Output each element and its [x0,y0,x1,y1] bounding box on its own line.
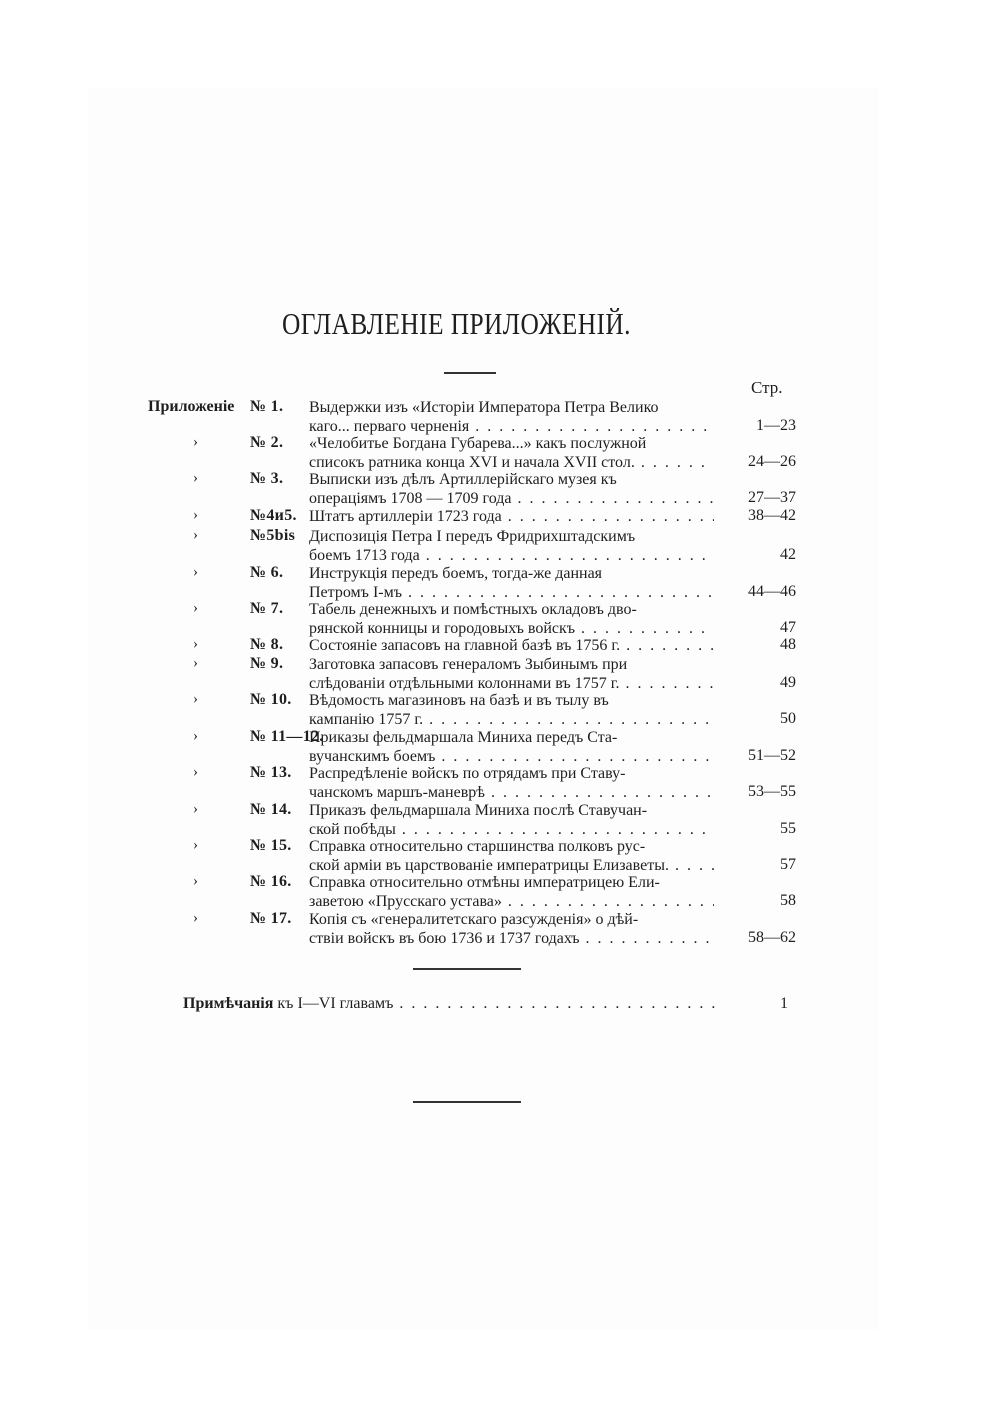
entry-title-line1: Штатъ артиллеріи 1723 года . . . [309,507,714,526]
entry-pages: 55 [780,820,796,837]
ditto-mark: › [193,470,198,486]
entry-number: № 14. [250,801,292,818]
entry-number: № 17. [250,910,292,927]
entry-title-line1: Заготовка запасовъ генераломъ Зыбинымъ при [309,656,628,673]
entry-number: № 3. [250,470,284,487]
entry-title-line2: заветою «Прусскаго устава» . . . [309,892,714,911]
entry-title-line2: списокъ ратника конца XVI и начала XVII стол. . . . [309,453,714,472]
entry-pages: 57 [780,856,796,873]
entry-title-line1: Распредѣленіе войскъ по отрядамъ при Ставу- [309,765,626,782]
entry-pages: 27—37 [748,489,796,506]
ditto-mark: › [193,801,198,817]
ditto-mark: › [193,764,198,780]
entry-title-line1: Справка относительно отмѣны императрицею Ели- [309,874,660,891]
notes-text: къ I—VI главамъ . . . [277,995,718,1012]
notes-pages: 1 [780,995,788,1012]
ditto-mark: › [193,507,198,523]
entry-pages: 49 [780,674,796,691]
entry-title-line1: Справка относительно старшинства полковъ рус- [309,838,646,855]
entry-pages: 38—42 [748,507,796,524]
ditto-mark: › [193,655,198,671]
entry-number: № 13. [250,764,292,781]
entry-number: № 1. [250,398,284,415]
entry-pages: 53—55 [748,783,796,800]
entry-label: Приложеніе [148,398,235,415]
entry-title-line2: кампанію 1757 г. . . . [309,710,714,729]
notes-label: Примѣчанія [183,995,274,1012]
entry-number: № 2. [250,434,284,451]
ditto-mark: › [193,527,198,543]
ditto-mark: › [193,691,198,707]
entry-number: № 10. [250,691,292,708]
entry-title-line1: Состояніе запасовъ на главной базѣ въ 1756 г. . . . [309,636,714,655]
entry-pages: 24—26 [748,453,796,470]
entry-number: № 8. [250,636,284,653]
entry-title-line1: Приказы фельдмаршала Миниха передъ Ста- [309,729,618,746]
entry-title-line2: ской побѣды . . . [309,820,714,839]
entry-number: № 7. [250,600,284,617]
entry-number: № 6. [250,564,284,581]
appendix-entry [0,910,1000,960]
entry-title-line1: Выдержки изъ «Исторіи Императора Петра Велико [309,399,659,416]
entry-pages: 42 [780,546,796,563]
ditto-mark: › [193,434,198,450]
entry-pages: 44—46 [748,583,796,600]
entry-title-line1: Копія съ «генералитетскаго разсужденія» о дѣй- [309,911,639,928]
entry-pages: 47 [780,619,796,636]
entry-title-line2: операціямъ 1708 — 1709 года . . . [309,489,714,508]
entry-title-line2: боемъ 1713 года . . . [309,546,714,565]
entry-title-line1: Диспозиція Петра I передъ Фридрихштадскимъ [309,528,636,545]
ditto-mark: › [193,564,198,580]
page-column-header: Стр. [751,378,783,397]
entry-title-line2: ствіи войскъ въ бою 1736 и 1737 годахъ . . . [309,929,714,948]
ditto-mark: › [193,873,198,889]
ditto-mark: › [193,728,198,744]
entry-title-line2: Петромъ I-мъ . . . [309,583,714,602]
entry-pages: 48 [780,636,796,653]
entry-title-line2: вучанскимъ боемъ . . . [309,747,714,766]
entry-title-line2: слѣдованіи отдѣльными колоннами въ 1757 г. . . . [309,674,714,693]
title-rule [444,372,496,374]
entry-title-line1: Выписки изъ дѣлъ Артиллерійскаго музея къ [309,471,617,488]
entry-pages: 58—62 [748,929,796,946]
page-title: ОГЛАВЛЕНІЕ ПРИЛОЖЕНІЙ. [282,306,631,341]
entry-number: №5bis [250,527,296,544]
entry-pages: 50 [780,710,796,727]
entry-number: № 16. [250,873,292,890]
entry-title-line2: чанскомъ маршъ-маневрѣ . . . [309,783,714,802]
entry-title-line2: ской арміи въ царствованіе императрицы Елизаветы. . . . [309,856,714,875]
entry-title-line2: рянской конницы и городовыхъ войскъ . . . [309,619,714,638]
ditto-mark: › [193,837,198,853]
ditto-mark: › [193,600,198,616]
notes-entry [183,995,718,1013]
footer-rule [413,1101,521,1103]
entry-pages: 1—23 [756,417,796,434]
list-end-rule [413,968,521,970]
entry-title-line1: Инструкція передъ боемъ, тогда-же данная [309,565,603,582]
entry-number: №4и5. [250,507,297,524]
entry-pages: 58 [780,892,796,909]
entry-title-line1: Вѣдомость магазиновъ на базѣ и въ тылу въ [309,692,609,709]
entry-number: № 15. [250,837,292,854]
entry-title-line1: Приказъ фельдмаршала Миниха послѣ Ставучан- [309,802,648,819]
ditto-mark: › [193,910,198,926]
entry-number: № 11—12. [250,728,324,745]
entry-title-line1: Табель денежныхъ и помѣстныхъ окладовъ дво- [309,601,637,618]
ditto-mark: › [193,636,198,652]
entry-pages: 51—52 [748,747,796,764]
entry-title-line2: каго... перваго черненія . . . [309,417,714,436]
entry-title-line1: «Челобитье Богдана Губарева...» какъ послужной [309,435,647,452]
entry-number: № 9. [250,655,284,672]
